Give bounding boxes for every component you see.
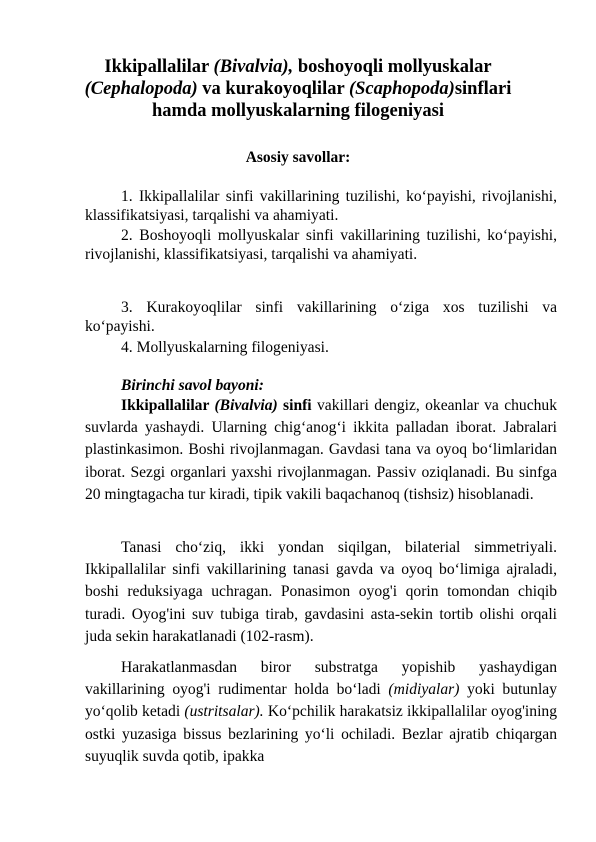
- question-1: 1. Ikkipallalilar sinfi vakillarining tuzilishi, ko‘payishi, rivojlanishi, klassifikatsiyasi, tarqalishi va ahamiyati.: [85, 188, 557, 225]
- p3-italic-ustritsalar: (ustritsalar).: [184, 703, 264, 721]
- p3-italic-midiyalar: (midiyalar): [388, 681, 460, 699]
- document-title: [60, 56, 536, 122]
- questions-heading: Asosiy savollar:: [245, 149, 351, 166]
- p1-text: vakillari dengiz, okeanlar va chuchuk suvlarda yashaydi. Ularning chig‘anog‘i ikkita palladan iborat. Jabralari plastinkasimon. Boshi rivojlanmagan. Gavdasi tana va oyoq bo‘limlaridan iborat. Sezgi organlari yaxshi rivojlanmagan. Passiv oziqlanadi. Bu sinfga 20 mingtagacha tur kiradi, tipik vakili baqachanoq (tishsiz) hisoblanadi.: [85, 397, 558, 503]
- title-part-3: boshoyoqli mollyuskalar: [293, 57, 492, 77]
- title-part-7: sinflari hamda mollyuskalarning filogeniyasi: [152, 79, 512, 121]
- section-heading: [85, 376, 557, 395]
- section-heading-text: Birinchi savol bayoni:: [121, 377, 264, 394]
- p3-text-2: yoki butunlay yo‘qolib ketadi: [85, 681, 557, 721]
- p1-lead-bold: Ikkipallalilar: [121, 397, 215, 414]
- title-latin-bivalvia: (Bivalvia),: [213, 57, 294, 77]
- title-part-5: va kurakoyoqlilar: [197, 79, 349, 99]
- p3-text-1: Harakatlanmasdan biror substratga yopishib yashaydigan vakillarining oyog'i rudimentar holda bo‘ladi: [85, 659, 557, 699]
- p3-text-3: Ko‘pchilik harakatsiz ikkipallalilar oyog'ining ostki yuzasiga bissus bezlarining yo‘li ochiladi. Bezlar ajratib chiqargan suyuqlik suvda qotib, ipakka: [85, 703, 557, 765]
- question-2: 2. Boshoyoqli mollyuskalar sinfi vakillarining tuzilishi, ko‘payishi, rivojlanishi, klassifikatsiyasi, tarqalishi va ahamiyati.: [85, 227, 557, 264]
- p1-lead-latin: (Bivalvia): [214, 397, 278, 414]
- paragraph-2: Tanasi cho‘ziq, ikki yondan siqilgan, bilaterial simmetriyali. Ikkipallalilar sinfi vakillarining tanasi gavda va oyoq bo‘limiga ajraladi, boshi reduksiyaga uchragan. Ponasimon oyog'i qorin tomondan chiqib turadi. Oyog'ini suv tubiga tirab, gavdasini asta-sekin tortib olishi orqali juda sekin harakatlanadi (102-rasm).: [85, 539, 557, 645]
- question-3: 3. Kurakoyoqlilar sinfi vakillarining o‘ziga xos tuzilishi va ko‘payishi.: [85, 299, 557, 336]
- p1-lead-bold-2: sinfi: [277, 397, 312, 414]
- paragraph-1: [85, 395, 557, 506]
- paragraph-3: [85, 657, 557, 768]
- title-part-1: Ikkipallalilar: [104, 57, 214, 77]
- title-latin-scaphopoda: (Scaphopoda): [348, 79, 455, 99]
- title-latin-cephalopoda: (Cephalopoda): [84, 79, 198, 99]
- question-4: 4. Mollyuskalarning filogeniyasi.: [121, 339, 329, 356]
